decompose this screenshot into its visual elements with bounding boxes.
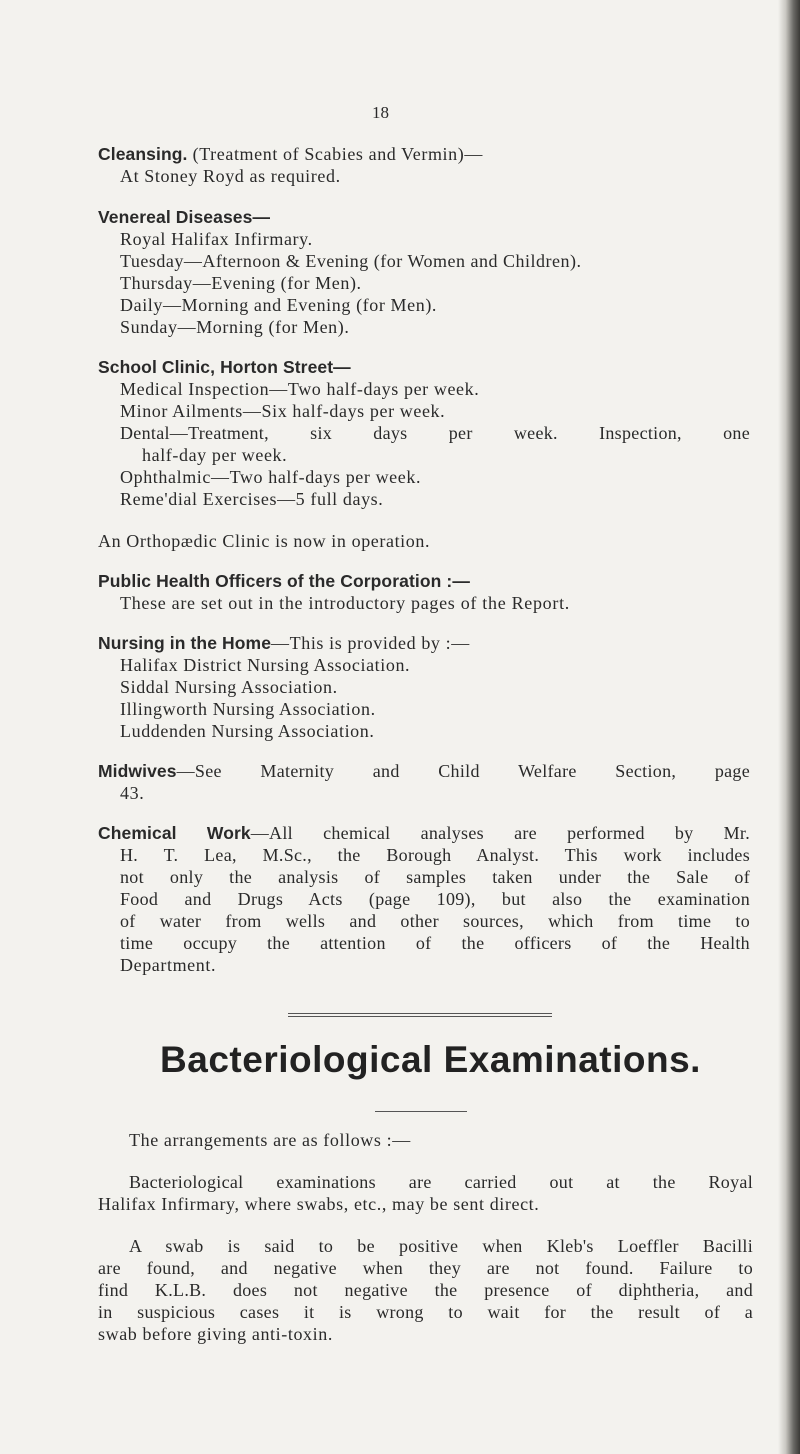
chemical-line: of water from wells and other sources, which from time to — [120, 911, 750, 931]
venereal-heading: Venereal Diseases— — [98, 207, 271, 227]
venereal-line: Sunday—Morning (for Men). — [120, 317, 350, 337]
bacteriological-p1-line: Bacteriological examinations are carried out at the Royal — [129, 1172, 753, 1192]
chemical-first-text: —All chemical analyses are performed by Mr. — [250, 823, 751, 843]
chemical-line: time occupy the attention of the officers of the Health — [120, 933, 750, 953]
bacteriological-p2-line: A swab is said to be positive when Kleb's Loeffler Bacilli — [129, 1236, 753, 1256]
nursing-line: Halifax District Nursing Association. — [120, 655, 411, 675]
school-clinic-line: half-day per week. — [142, 445, 288, 465]
chemical-line: H. T. Lea, M.Sc., the Borough Analyst. This work includes — [120, 845, 750, 865]
chemical-line: not only the analysis of samples taken under the Sale of — [120, 867, 750, 887]
nursing-heading-rest: —This is provided by :— — [271, 633, 470, 653]
chemical-line: Department. — [120, 955, 217, 975]
bacteriological-p2-line: in suspicious cases it is wrong to wait for the result of a — [98, 1302, 753, 1322]
chemical-first-line — [98, 822, 750, 844]
page-edge-shadow — [778, 0, 800, 1454]
chemical-heading: Chemical Work — [98, 823, 251, 843]
nursing-line: Illingworth Nursing Association. — [120, 699, 376, 719]
school-clinic-line: Dental—Treatment, six days per week. Inspection, one — [120, 423, 750, 443]
venereal-line: Thursday—Evening (for Men). — [120, 273, 362, 293]
cleansing-heading-line — [98, 143, 483, 165]
midwives-line — [98, 760, 750, 782]
bacteriological-p2-line: swab before giving anti-toxin. — [98, 1324, 333, 1344]
nursing-heading-line — [98, 632, 470, 654]
bacteriological-intro: The arrangements are as follows :— — [129, 1130, 411, 1150]
chemical-line: Food and Drugs Acts (page 109), but also the examination — [120, 889, 750, 909]
midwives-page: 43. — [120, 783, 145, 803]
bacteriological-p1-line: Halifax Infirmary, where swabs, etc., may be sent direct. — [98, 1194, 540, 1214]
double-rule-bottom — [288, 1016, 552, 1017]
venereal-line: Royal Halifax Infirmary. — [120, 229, 313, 249]
bacteriological-p2-line: find K.L.B. does not negative the presence of diphtheria, and — [98, 1280, 753, 1300]
public-health-line: These are set out in the introductory pages of the Report. — [120, 593, 570, 613]
cleansing-line: At Stoney Royd as required. — [120, 166, 341, 186]
school-clinic-line: Medical Inspection—Two half-days per week. — [120, 379, 480, 399]
school-clinic-line: Reme'dial Exercises—5 full days. — [120, 489, 384, 509]
nursing-line: Siddal Nursing Association. — [120, 677, 338, 697]
midwives-text: —See Maternity and Child Welfare Section, page — [176, 761, 750, 781]
venereal-line: Daily—Morning and Evening (for Men). — [120, 295, 438, 315]
page-number: 18 — [372, 103, 389, 122]
school-clinic-line: Ophthalmic—Two half-days per week. — [120, 467, 422, 487]
double-rule-top — [288, 1013, 552, 1014]
orthopaedic-line: An Orthopædic Clinic is now in operation. — [98, 531, 431, 551]
school-clinic-heading: School Clinic, Horton Street— — [98, 357, 351, 377]
bacteriological-p2-line: are found, and negative when they are not found. Failure to — [98, 1258, 753, 1278]
midwives-heading: Midwives — [98, 761, 177, 781]
section-title: Bacteriological Examinations. — [160, 1039, 701, 1080]
cleansing-heading: Cleansing. — [98, 144, 188, 164]
nursing-line: Luddenden Nursing Association. — [120, 721, 375, 741]
venereal-line: Tuesday—Afternoon & Evening (for Women and Children). — [120, 251, 582, 271]
cleansing-heading-rest: (Treatment of Scabies and Vermin)— — [192, 144, 483, 164]
public-health-heading: Public Health Officers of the Corporation :— — [98, 571, 470, 591]
nursing-heading: Nursing in the Home — [98, 633, 272, 653]
title-underline — [375, 1111, 467, 1112]
school-clinic-line: Minor Ailments—Six half-days per week. — [120, 401, 446, 421]
